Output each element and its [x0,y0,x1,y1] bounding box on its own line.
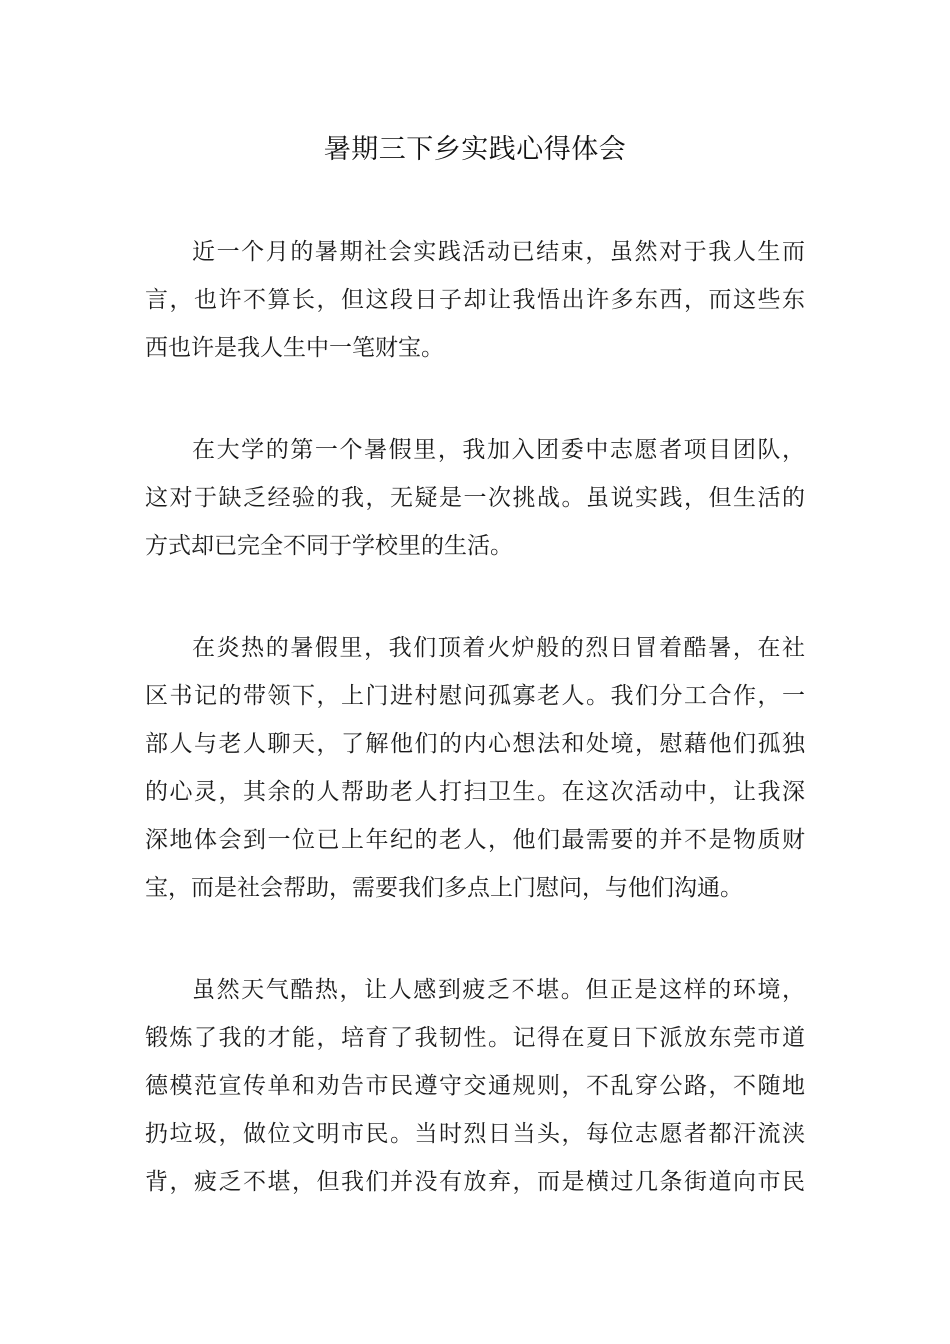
paragraph-4 [145,966,805,1206]
paragraph-3 [145,624,805,912]
paragraph-line: 方式却已完全不同于学校里的生活。 [145,533,513,559]
paragraph-2 [145,426,805,570]
paragraph-line: 宝，而是社会帮助，需要我们多点上门慰问，与他们沟通。 [145,875,743,901]
paragraph-line: 锻炼了我的才能，培育了我韧性。记得在夏日下派放东莞市道 [145,1025,805,1051]
paragraph-line: 近一个月的暑期社会实践活动已结束，虽然对于我人生而 [192,239,805,265]
paragraph-line: 扔垃圾，做位文明市民。当时烈日当头，每位志愿者都汗流浃 [145,1121,805,1147]
paragraph-line: 德模范宣传单和劝告市民遵守交通规则，不乱穿公路，不随地 [145,1073,805,1099]
paragraph-line: 这对于缺乏经验的我，无疑是一次挑战。虽说实践，但生活的 [145,485,805,511]
paragraph-1 [145,228,805,372]
paragraph-line: 深地体会到一位已上年纪的老人，他们最需要的并不是物质财 [145,827,805,853]
paragraph-line: 部人与老人聊天，了解他们的内心想法和处境，慰藉他们孤独 [145,731,805,757]
paragraph-line: 在炎热的暑假里，我们顶着火炉般的烈日冒着酷暑，在社 [192,635,805,661]
paragraph-line: 背，疲乏不堪，但我们并没有放弃，而是横过几条街道向市民 [145,1169,805,1195]
paragraph-line: 虽然天气酷热，让人感到疲乏不堪。但正是这样的环境， [192,977,805,1003]
paragraph-line: 西也许是我人生中一笔财宝。 [145,335,444,361]
paragraph-line: 区书记的带领下，上门进村慰问孤寡老人。我们分工合作，一 [145,683,805,709]
paragraph-line: 在大学的第一个暑假里，我加入团委中志愿者项目团队， [192,437,805,463]
paragraph-line: 的心灵，其余的人帮助老人打扫卫生。在这次活动中，让我深 [145,779,805,805]
paragraph-line: 言，也许不算长，但这段日子却让我悟出许多东西，而这些东 [145,287,805,313]
document-body [145,228,805,1260]
document-title: 暑期三下乡实践心得体会 [323,134,627,165]
